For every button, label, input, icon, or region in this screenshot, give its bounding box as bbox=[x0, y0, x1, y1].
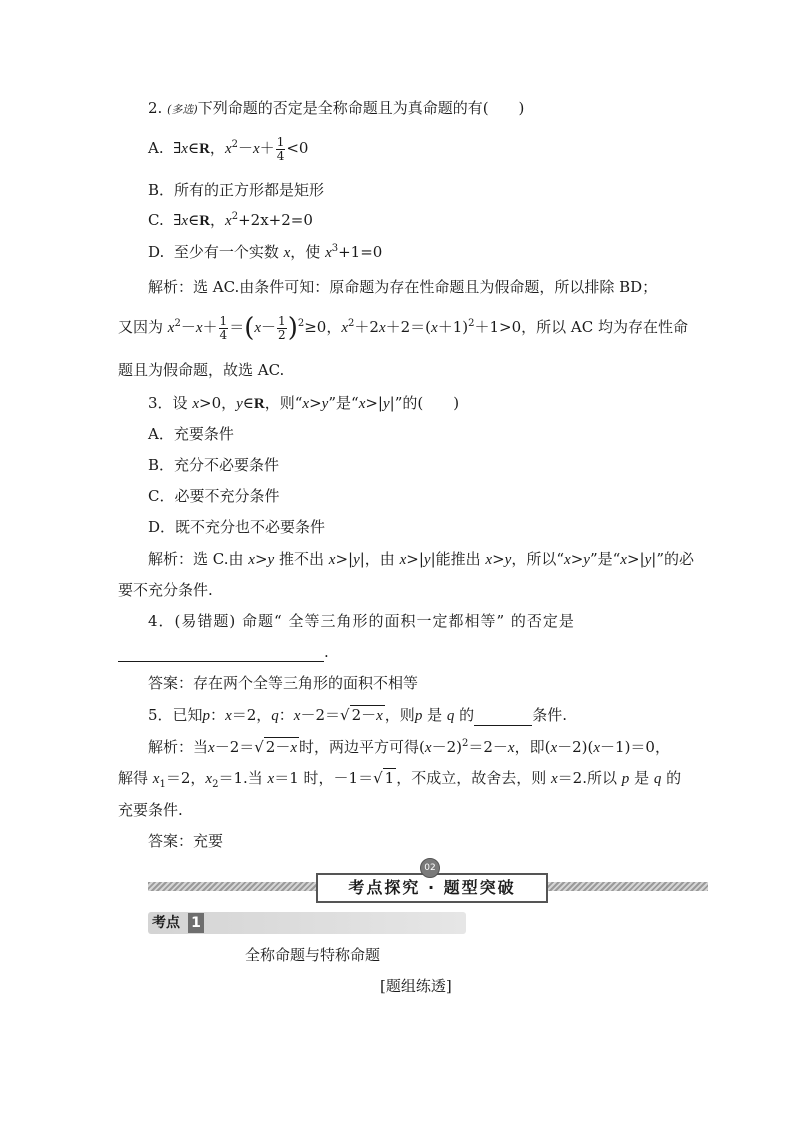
section-label: 考点 bbox=[152, 915, 180, 931]
sol-text: ，所以 AC 均为存在性命 bbox=[521, 318, 688, 336]
q4-blank-line bbox=[118, 642, 329, 662]
sol-text: ”的必 bbox=[656, 550, 694, 568]
q2-option-b: B．所有的正方形都是矩形 bbox=[148, 181, 325, 199]
sol-text: ≥0， bbox=[304, 318, 342, 336]
q4-answer: 答案：存在两个全等三角形的面积不相等 bbox=[148, 674, 419, 692]
q5-solution-line3: 充要条件. bbox=[118, 801, 183, 819]
answer-blank[interactable] bbox=[474, 709, 532, 726]
q5-solution-line1: 解析：当x－2＝√ 2－x 时，两边平方可得$(x-2)^2=2-x$，即(x－2)(x－1)＝0， bbox=[148, 738, 670, 756]
q3-option-d: D．既不充分也不必要条件 bbox=[148, 518, 326, 536]
q2-option-c: C. ∃x∈R，$x^2+2x+2=0$ bbox=[148, 211, 313, 229]
q3-stem-tail: ”的( ) bbox=[394, 394, 460, 412]
q3-solution-line1: 解析：选 C.由 x>y 推不出 x>|y|，由 x>|y|能推出 x>y，所以“x>y”是“x>|y|”的必 bbox=[148, 550, 694, 568]
q2-solution-line1: 解析：选 AC.由条件可知：原命题为存在性命题且为假命题，所以排除 BD； bbox=[148, 278, 658, 296]
sol-text: ，不成立，故舍去，则 bbox=[396, 769, 547, 787]
sol-text: .当 bbox=[242, 769, 263, 787]
sol-text: 能推出 bbox=[435, 550, 481, 568]
banner-left-stripe bbox=[148, 882, 316, 891]
period: . bbox=[324, 643, 329, 661]
q2-tag: (多选) bbox=[167, 103, 198, 116]
option-c-expr: +2x+2=0 bbox=[238, 211, 313, 229]
banner-right-stripe bbox=[546, 882, 708, 891]
sol-text: ，所以“ bbox=[511, 550, 565, 568]
banner-title: 考点探究 · 题型突破 bbox=[316, 873, 548, 903]
q5-stem: 5．已知p：x＝2，q：x－2＝√ 2－x ，则p 是 q 的 条件. bbox=[148, 706, 567, 724]
sol-text: ”是“ bbox=[589, 550, 621, 568]
q5-solution-line2: 解得 $x_1=2$，$x_2=1$.当 x＝1 时，－1＝√ 1 ，不成立，故舍去，则 x＝2.所以 p 是 q 的 bbox=[118, 769, 682, 790]
sol-text: .所以 bbox=[582, 769, 617, 787]
q5-text: 5．已知 bbox=[148, 706, 203, 724]
q3-solution-line2: 要不充分条件. bbox=[118, 581, 213, 599]
sol-text: ，即 bbox=[514, 738, 545, 756]
q4-stem: 4．(易错题) 命题“ 全等三角形的面积一定都相等” 的否定是 bbox=[148, 612, 575, 630]
sol-text: 又因为 bbox=[118, 318, 164, 336]
section-title: 全称命题与特称命题 bbox=[245, 946, 381, 964]
exists-symbol: ∃ bbox=[173, 139, 182, 157]
q3-option-b: B．充分不必要条件 bbox=[148, 456, 280, 474]
q5-text: ，则 bbox=[384, 706, 415, 724]
sol-text: ，由 bbox=[364, 550, 395, 568]
q2-number: 2. bbox=[148, 99, 163, 117]
option-d-expr: +1=0 bbox=[338, 243, 383, 261]
section-subtitle: [题组练透] bbox=[380, 977, 452, 995]
option-label: A. bbox=[148, 139, 164, 157]
fraction: $\frac{1}{4}$ bbox=[276, 134, 285, 163]
q5-text: 是 bbox=[427, 706, 443, 724]
q3-stem-text: 3．设 bbox=[148, 394, 188, 412]
sol-text: 解得 bbox=[118, 769, 149, 787]
q3-stem: 3．设 x>0，y∈R，则“x>y”是“x>|y|”的( ) bbox=[148, 394, 460, 412]
sol-text: 解析：选 C.由 bbox=[148, 550, 244, 568]
q3-option-c: C．必要不充分条件 bbox=[148, 487, 280, 505]
option-label: C. bbox=[148, 211, 164, 229]
q3-option-a: A．充要条件 bbox=[148, 425, 234, 443]
sol-text: 解析：当 bbox=[148, 738, 209, 756]
sol-text: 时， bbox=[303, 769, 334, 787]
q2-stem bbox=[148, 98, 524, 120]
q2-option-d: D. 至少有一个实数 x，使 $x^3+1=0$ bbox=[148, 243, 383, 261]
answer-blank[interactable] bbox=[118, 645, 324, 662]
q5-answer: 答案：充要 bbox=[148, 832, 224, 850]
option-label: D. bbox=[148, 243, 165, 261]
q2-solution-line2: 又因为 $x^2-x+$ $\frac{1}{4}$ ＝(x－ $\frac{1}{2}$ )$^2$≥0，$x^2+2x+2=(x+1)^2+1>0$，所以 AC 均为存在性命 bbox=[118, 313, 688, 343]
banner-badge: 02 bbox=[420, 858, 440, 878]
q5-text: 条件. bbox=[532, 706, 567, 724]
sol-text: 时，两边平方可得 bbox=[299, 738, 420, 756]
q2-option-a: A. ∃x∈R，$x^2-x+$ $\frac{1}{4}$ <0 bbox=[148, 134, 309, 163]
q5-text: 的 bbox=[459, 706, 475, 724]
sol-text: 推不出 bbox=[278, 550, 324, 568]
option-d-text: 至少有一个实数 bbox=[173, 243, 279, 261]
section-number: 1 bbox=[188, 913, 204, 933]
sol-text: 的 bbox=[666, 769, 682, 787]
q2-solution-line3: 题且为假命题，故选 AC. bbox=[118, 361, 285, 379]
comma: ， bbox=[209, 139, 225, 157]
option-a-tail: <0 bbox=[286, 139, 309, 157]
q2-stem-text: 下列命题的否定是全称命题且为真命题的有( ) bbox=[197, 99, 525, 117]
sol-text: 是 bbox=[634, 769, 650, 787]
